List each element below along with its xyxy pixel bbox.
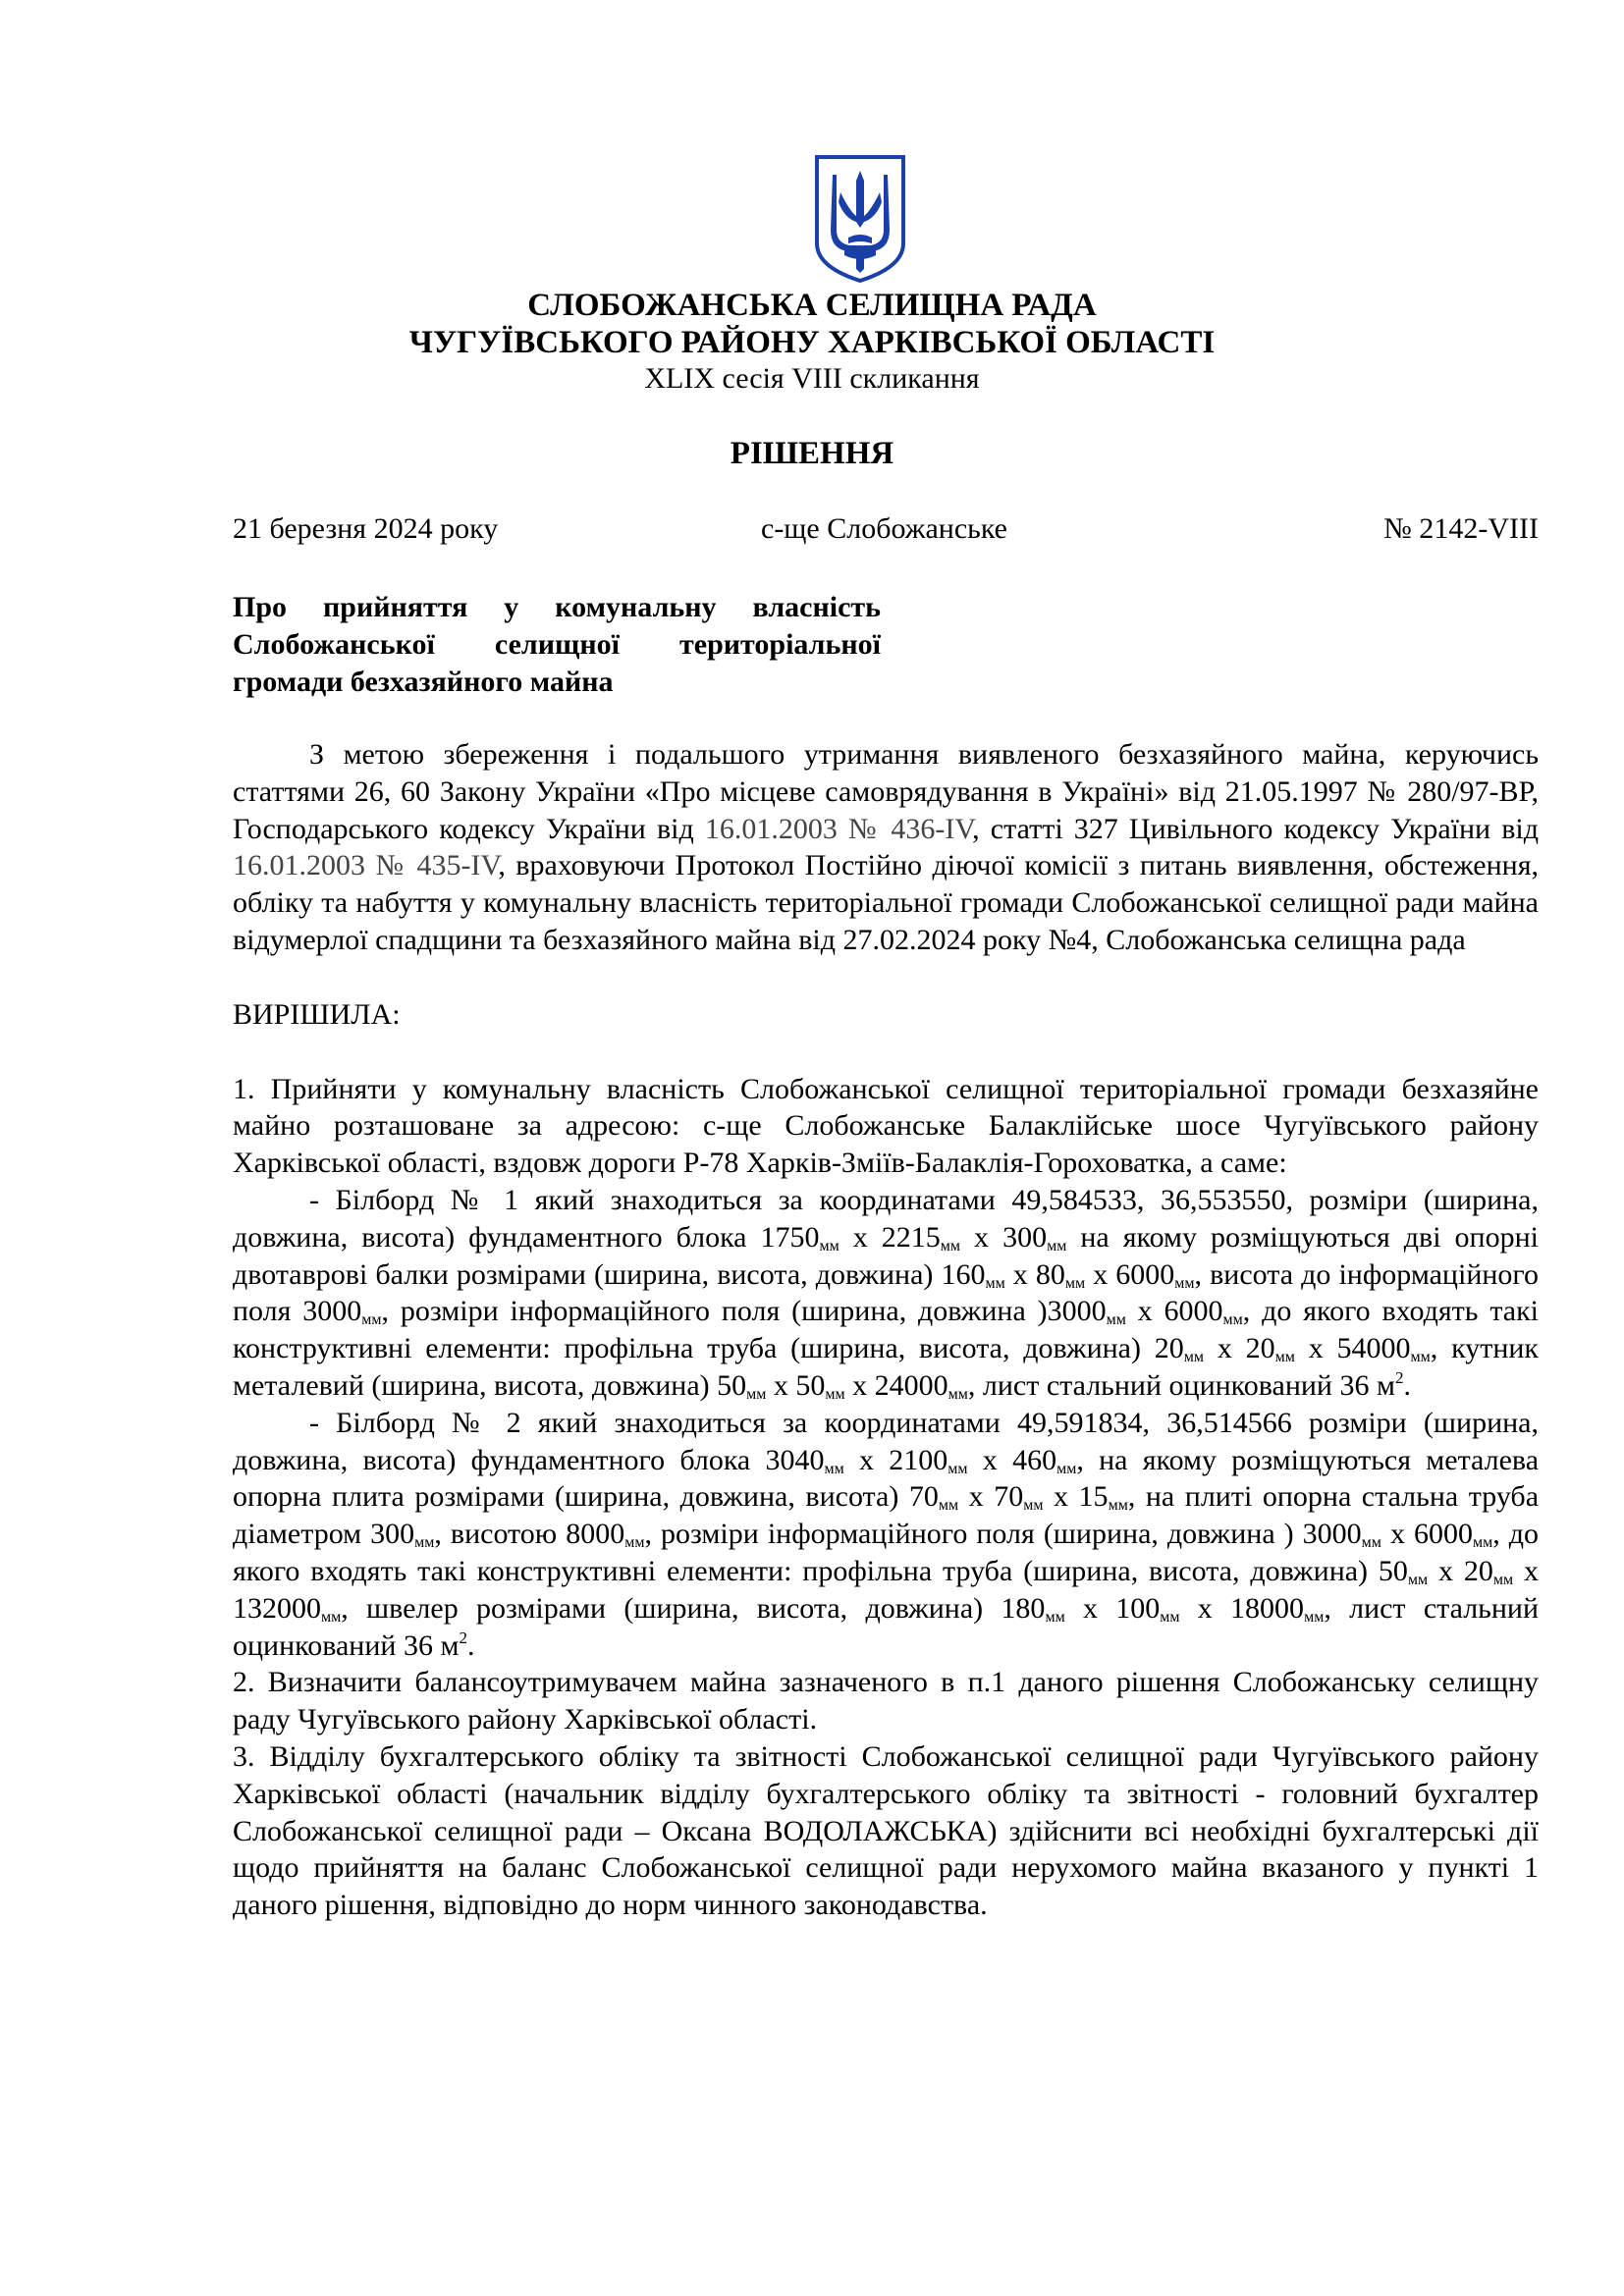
subject-line-1: Про прийняття у комунальну власність [233, 591, 881, 623]
mm-unit: мм [361, 1311, 382, 1329]
b1-text: х 54000 [1294, 1332, 1411, 1365]
b2-text: , на якому розміщуються металева опорна плита розмірами (ширина, довжина, висота) 70 [233, 1443, 1540, 1514]
b1-text: на якому розміщуються дві опорні двотаврові балки розмірами (ширина, висота, довжина) 160 [233, 1220, 1539, 1291]
mm-unit: мм [1304, 1608, 1325, 1626]
coat-of-arms-icon [811, 153, 909, 284]
b2-text: , швелер розмірами (ширина, висота, довжина) 180 [341, 1591, 1046, 1625]
mm-unit: мм [321, 1608, 342, 1626]
b1-text: х 50 [766, 1368, 826, 1402]
mm-unit: мм [414, 1534, 435, 1552]
preamble-text-3: , враховуючи Протокол Постійно діючої комісії з питань виявлення, обстеження, обліку та набуття у комунальну власність територіальної громади Слобожанської селищної ради майна відумерлої спадщини та безхазяйного майна від 27.02.2024 року №4, Слобожанська селищна рада [233, 849, 1539, 956]
mm-unit: мм [1492, 1571, 1514, 1588]
b2-text: х 70 [958, 1480, 1024, 1514]
preamble-text-1: З метою збереження і подальшого утримання виявленого безхазяйного майна, керуючись статтями 26, 60 Закону України «Про місцеве самоврядування в Україні» від 21.05.1997 № 280/97-ВР, Господарського кодексу України від [233, 738, 1539, 845]
mm-unit: мм [1064, 1274, 1086, 1292]
document-date: 21 березня 2024 року [233, 512, 499, 545]
organization-line-2: ЧУГУЇВСЬКОГО РАЙОНУ ХАРКІВСЬКОЇ ОБЛАСТІ [408, 325, 1216, 360]
document-body [233, 736, 1539, 1924]
b1-text: х 20 [1204, 1332, 1275, 1365]
mm-unit: мм [1407, 1571, 1429, 1588]
document-number: № 2142-VIII [1383, 512, 1539, 545]
decision-subject [233, 589, 881, 701]
mm-unit: мм [825, 1385, 845, 1403]
mm-unit: мм [1222, 1311, 1243, 1329]
mm-unit: мм [940, 1237, 961, 1255]
preamble-text-2: , статті 327 Цивільного кодексу України від [972, 812, 1539, 845]
law-ref-2: 16.01.2003 № 435-IV [233, 849, 499, 882]
b1-text: , лист стальний оцинкований 36 м [967, 1368, 1395, 1402]
b1-text: х 2215 [839, 1220, 941, 1254]
b1-text: - Білборд № 1 який знаходиться за координатами 49,584533, 36,553550, розміри (ширина, довжина, висота) фундаментного блока 1750 [233, 1183, 1539, 1254]
preamble-paragraph [233, 736, 1539, 959]
mm-unit: мм [1174, 1274, 1195, 1292]
mm-unit: мм [947, 1385, 968, 1403]
mm-unit: мм [1472, 1534, 1493, 1552]
organization-line-1: СЛОБОЖАНСЬКА СЕЛИЩНА РАДА [527, 288, 1097, 323]
b2-text: , розміри інформаційного поля (ширина, довжина ) 3000 [644, 1518, 1362, 1551]
b2-text: х 18000 [1179, 1591, 1305, 1625]
b1-text: х 6000 [1125, 1295, 1223, 1328]
b2-text: х 100 [1064, 1591, 1161, 1625]
b2-text: , на плиті опорна стальна труба діаметром 300 [233, 1480, 1540, 1551]
b2-text: - Білборд № 2 який знаходиться за координатами 49,591834, 36,514566 розміри (ширина, довжина, висота) фундаментного блока 3040 [233, 1406, 1539, 1476]
mm-unit: мм [819, 1237, 839, 1255]
b2-text: , висотою 8000 [434, 1518, 625, 1551]
mm-unit: мм [1056, 1460, 1077, 1477]
mm-unit: мм [1045, 1608, 1065, 1626]
mm-unit: мм [1023, 1497, 1044, 1515]
document-place: с-ще Слобожанське [761, 512, 1007, 545]
b2-text: , до якого входять такі конструктивні елементи: профільна труба (ширина, висота, довжина) 50 [233, 1518, 1540, 1587]
document-title: РІШЕННЯ [730, 436, 894, 471]
b2-text: х 132000 [233, 1554, 1540, 1625]
subject-line-3: громади безхазяйного майна [233, 666, 614, 698]
mm-unit: мм [1361, 1534, 1381, 1552]
mm-unit: мм [624, 1534, 645, 1552]
item-3-paragraph: 3. Відділу бухгалтерського обліку та звітності Слобожанської селищної ради Чугуївського району Харківської області (начальник відділу бухгалтерського обліку та звітності - головний бухгалтер Слобожанської селищної ради – Оксана ВОДОЛАЖСЬКА) здійснити всі необхідні бухгалтерські дії щодо прийняття на баланс Слобожанської селищної ради нерухомого майна вказаного у пункті 1 даного рішення, відповідно до норм чинного законодавства. [233, 1739, 1539, 1922]
organization-name [0, 287, 1624, 361]
b1-text: , розміри інформаційного поля (ширина, довжина )3000 [381, 1295, 1107, 1328]
b1-text: х 24000 [844, 1368, 948, 1402]
mm-unit: мм [1410, 1349, 1431, 1366]
item-1-intro: 1. Прийняти у комунальну власність Слобожанської селищної територіальної громади безхазяйне майно розташоване за адресою: с-ще Слобожанське Балаклійське шосе Чугуївського району Харківської області, вздовж дороги Р-78 Харків-Зміїв-Балаклія-Гороховатка, а саме: [233, 1072, 1539, 1180]
b1-text: , кутник металевий (ширина, висота, довжина) 50 [233, 1332, 1540, 1402]
mm-unit: мм [947, 1460, 968, 1477]
b1-text: х 80 [1004, 1257, 1065, 1291]
session-line: XLIX сесія VIII скликання [644, 362, 980, 395]
b2-text: х 2100 [843, 1443, 948, 1476]
b1-text: . [1403, 1368, 1411, 1402]
mm-unit: мм [985, 1274, 1005, 1292]
b1-text: , до якого входять такі конструктивні елементи: профільна труба (ширина, висота, довжина) 20 [233, 1295, 1540, 1365]
b1-text: х 6000 [1085, 1257, 1175, 1291]
square-unit: 2 [459, 1628, 467, 1647]
decided-heading: ВИРІШИЛА: [233, 997, 401, 1031]
mm-unit: мм [746, 1385, 767, 1403]
mm-unit: мм [1108, 1497, 1128, 1515]
b2-text: х 6000 [1380, 1518, 1473, 1551]
b1-text: х 300 [960, 1220, 1048, 1254]
subject-line-2: Слобожанської селищної територіальної [233, 628, 881, 661]
b2-text: х 460 [967, 1443, 1057, 1476]
mm-unit: мм [1274, 1349, 1295, 1366]
mm-unit: мм [1106, 1311, 1126, 1329]
b2-text: х 15 [1043, 1480, 1109, 1514]
mm-unit: мм [938, 1497, 959, 1515]
square-unit: 2 [1394, 1367, 1404, 1387]
b2-text: . [466, 1629, 475, 1662]
item-2-paragraph: 2. Визначити балансоутримувачем майна зазначеного в п.1 даного рішення Слобожанську селищну раду Чугуївського району Харківської області. [233, 1666, 1539, 1736]
billboard-1-paragraph [233, 1182, 1539, 1405]
mm-unit: мм [1183, 1349, 1205, 1366]
b1-text: , висота до інформаційного поля 3000 [233, 1257, 1539, 1328]
mm-unit: мм [824, 1460, 844, 1477]
billboard-2-paragraph [233, 1405, 1539, 1665]
mm-unit: мм [1160, 1608, 1180, 1626]
document-meta [233, 512, 1539, 552]
law-ref-1: 16.01.2003 № 436-IV [704, 812, 973, 845]
b2-text: х 20 [1428, 1554, 1493, 1587]
mm-unit: мм [1047, 1237, 1067, 1255]
b2-text: , лист стальний оцинкований 36 м [233, 1591, 1540, 1662]
